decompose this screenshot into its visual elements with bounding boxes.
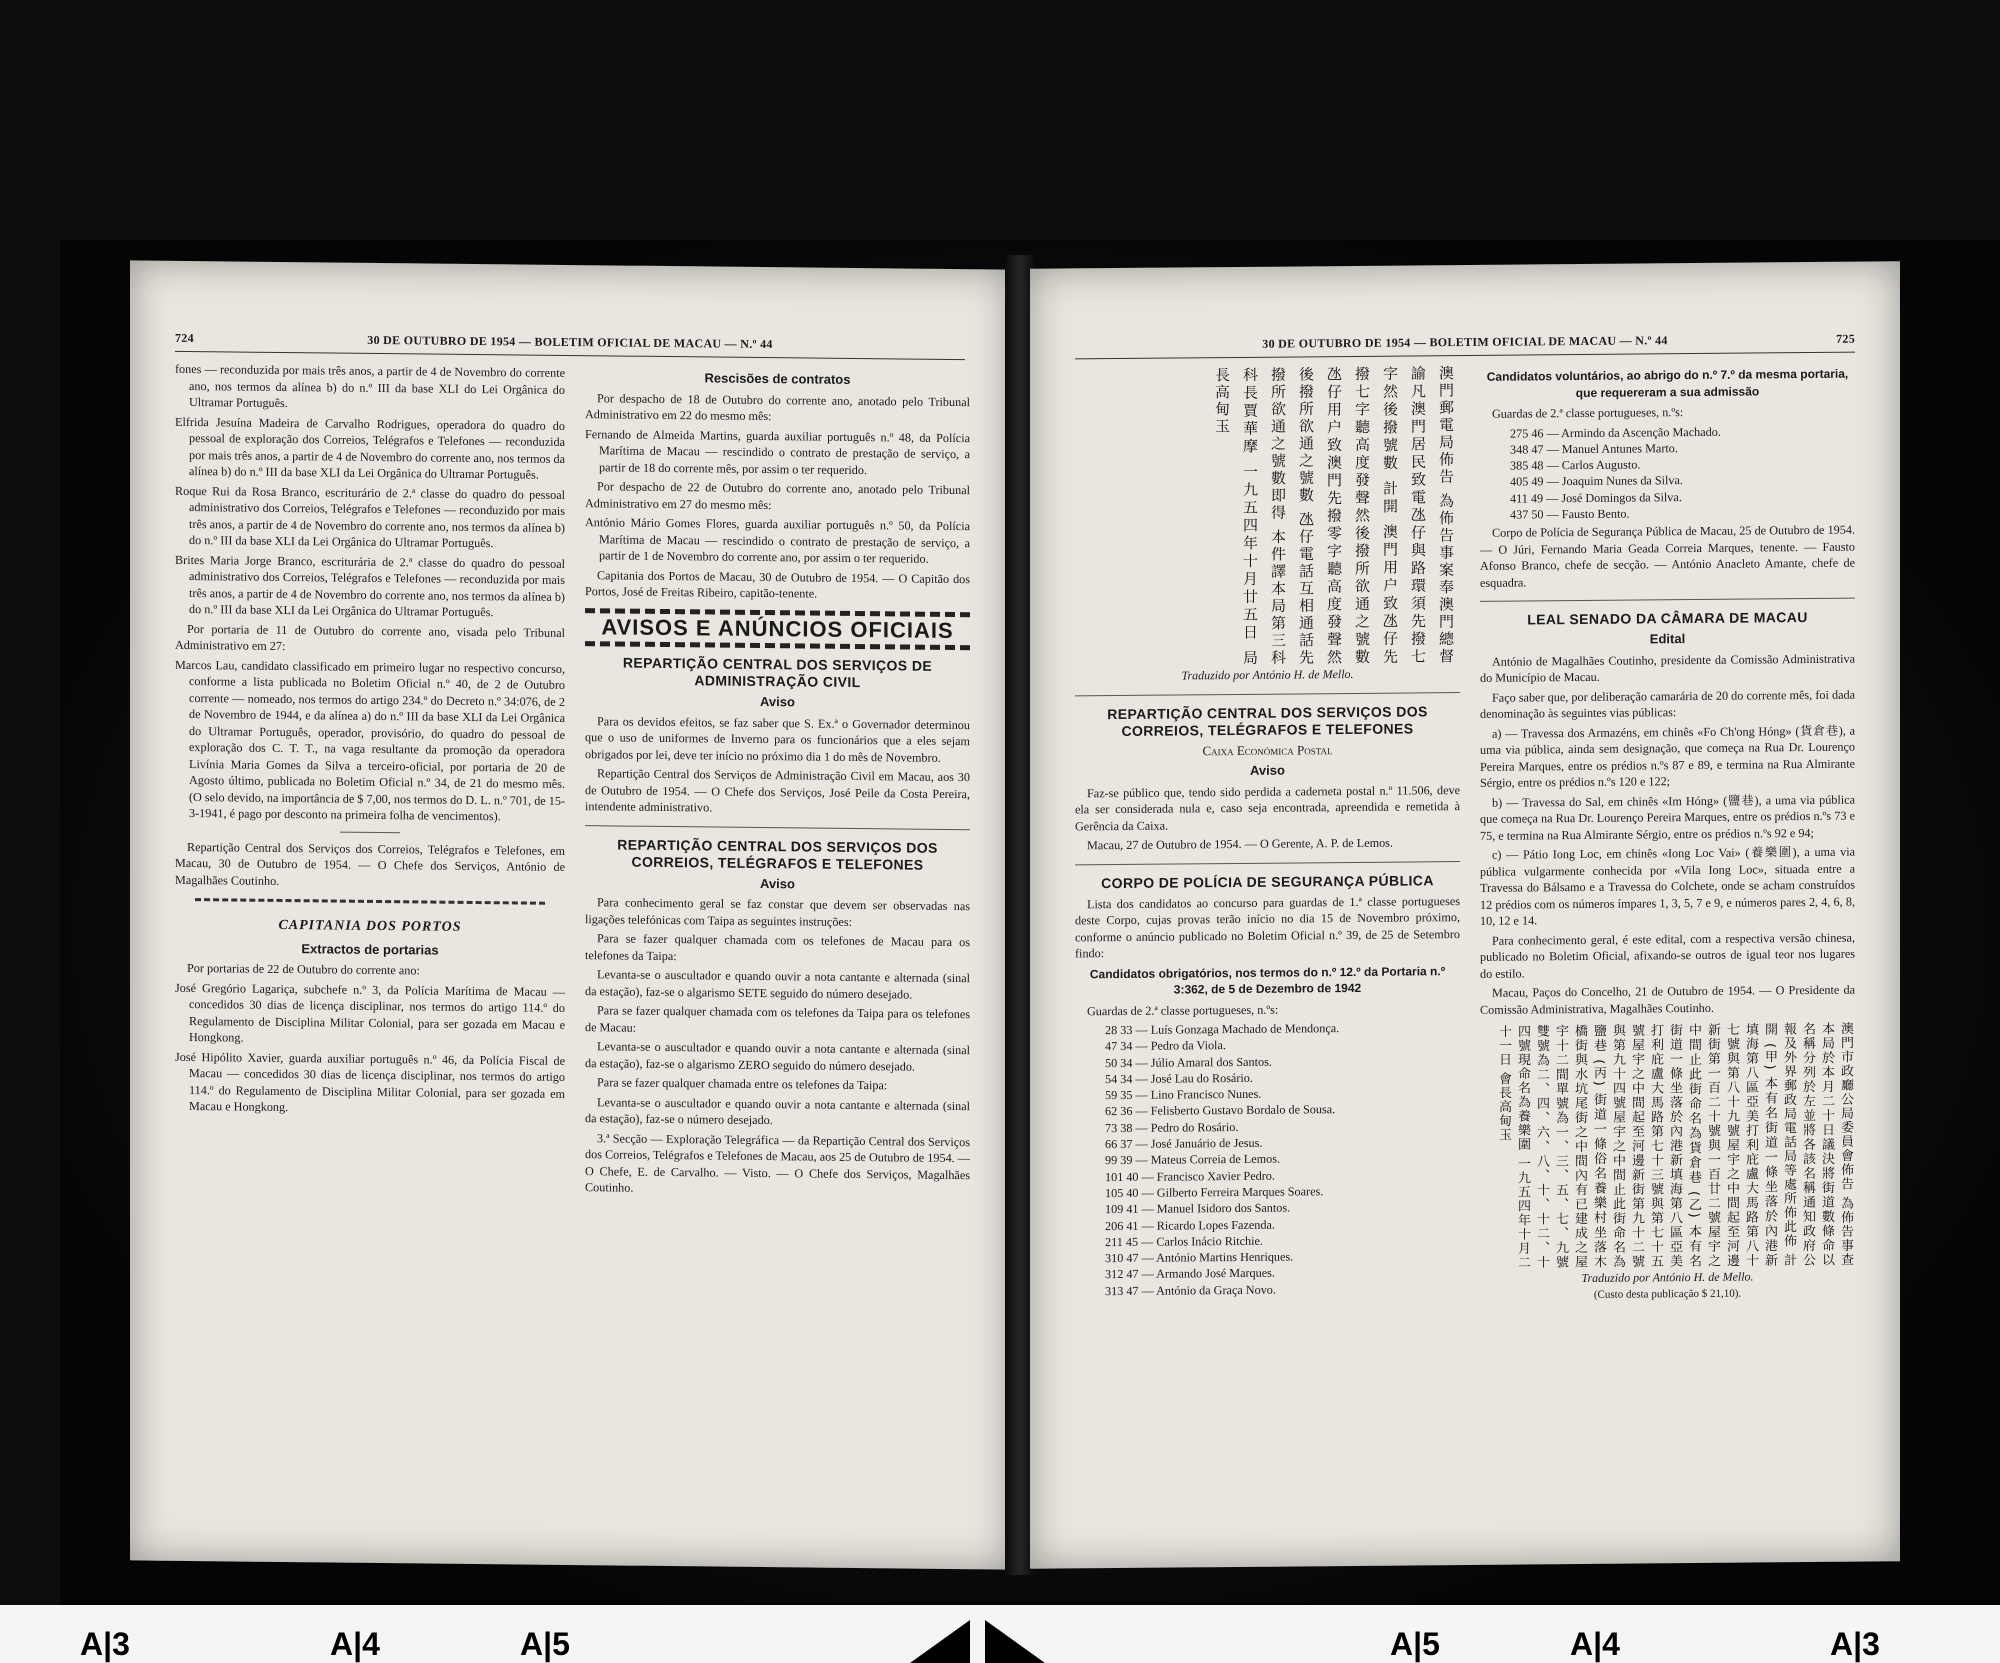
list-item: 59 35 — Lino Francisco Nunes. — [1105, 1086, 1262, 1103]
paragraph: Por portaria de 11 de Outubro do corrente ano, visada pelo Tribunal Administrativo em 27: — [175, 621, 565, 654]
right-col-2 — [1480, 362, 1855, 1305]
list-item: 99 39 — Mateus Correia de Lemos. — [1105, 1151, 1280, 1168]
list-item: 66 37 — José Januário de Jesus. — [1105, 1135, 1263, 1152]
paragraph: Por despacho de 22 de Outubro do corrente ano, anotado pelo Tribunal Administrativo em 27 do mesmo mês: — [585, 479, 970, 512]
publication-cost: (Custo desta publicação $ 21,10). — [1593, 1287, 1742, 1301]
list-item: 101 40 — Francisco Xavier Pedro. — [1105, 1168, 1275, 1184]
header-title: 30 DE OUTUBRO DE 1954 — BOLETIM OFICIAL DE MACAU — N.º 44 — [367, 332, 773, 352]
list-item: 437 50 — Fausto Bento. — [1510, 506, 1630, 522]
page-number: 724 — [175, 330, 194, 346]
divider — [1075, 692, 1460, 696]
paragraph: António de Magalhães Coutinho, presidente da Comissão Administrativa do Município de Macau. — [1480, 651, 1855, 686]
film-marker: A|5 — [520, 1626, 570, 1662]
divider — [340, 831, 400, 833]
paragraph: 3.ª Secção — Exploração Telegráfica — da Repartição Central dos Serviços dos Correios, Telégrafos e Telefones de Macau, aos 25 de Outubro de 1954. — O Chefe, E. de Carvalho. — Visto. — O Chefe dos Serviços, Magalhães Coutinho. — [585, 1130, 970, 1195]
paragraph: Faço saber que, por deliberação camarária de 20 do corrente mês, foi dada denominação às seguintes vias públicas: — [1480, 687, 1855, 722]
list-item: 275 46 — Armindo da Ascenção Machado. — [1510, 424, 1721, 441]
subsection-title: Candidatos voluntários, ao abrigo do n.º 7.º da mesma portaria, que requereram a sua admissão — [1486, 366, 1849, 400]
subsection-title: Caixa Económica Postal — [1202, 741, 1333, 758]
list-item: 312 47 — Armando José Marques. — [1105, 1266, 1275, 1282]
right-page — [1030, 261, 1900, 1569]
chinese-notice-block — [1075, 365, 1460, 668]
paragraph: Levanta-se o auscultador e quando ouvir a nota cantante e alternada (sinal da estação), faz-se o número desejado. — [585, 1094, 970, 1128]
paragraph: José Hipólito Xavier, guarda auxiliar português n.º 46, da Polícia Fiscal de Macau — concedidos 30 dias de licença disciplinar, nos termos do artigo 114.º do Regulamento de Disciplina Militar Colonial, para ser gozada em Macau e Hongkong. — [175, 1049, 565, 1115]
paragraph: Levanta-se o auscultador e quando ouvir a nota cantante e alternada (sinal da estação), faz-se o algarismo ZERO seguido do número desejado. — [585, 1039, 970, 1074]
paragraph: Para se fazer qualquer chamada com os telefones da Taipa para os telefones de Macau: — [585, 1003, 970, 1035]
paragraph: Macau, 27 de Outubro de 1954. — O Gerente, A. P. de Lemos. — [1087, 835, 1393, 853]
film-marker: A|3 — [1830, 1626, 1880, 1662]
section-title: REPARTIÇÃO CENTRAL DOS SERVIÇOS DOS CORREIOS, TELÉGRAFOS E TELEFONES — [617, 835, 938, 873]
section-title: CAPITANIA DOS PORTOS — [278, 917, 462, 935]
left-page-header — [175, 331, 965, 360]
paragraph: Brites Maria Jorge Branco, escriturária de 2.ª classe do quadro do pessoal administrativo dos Correios, Telégrafos e Telefones — reconduzida por mais três anos, a partir de 4 de Novembro do corrente ano, nos termos da alínea b) do n.º III da base XLI da Lei Orgânica do Ultramar Português. — [175, 552, 565, 620]
film-marker: A|4 — [1570, 1626, 1620, 1662]
list-item: 348 47 — Manuel Antunes Marto. — [1510, 440, 1678, 457]
subsection-title: Aviso — [760, 693, 795, 710]
list-item: 47 34 — Pedro da Viola. — [1105, 1038, 1226, 1054]
film-marker: A|3 — [80, 1626, 130, 1662]
right-page-header — [1075, 332, 1855, 360]
list-item: 206 41 — Ricardo Lopes Fazenda. — [1105, 1217, 1275, 1233]
paragraph: Para conhecimento geral, é este edital, com a respectiva versão chinesa, publicado no Boletim Oficial, afixando-se outros de igual teor nos lugares do estilo. — [1480, 930, 1855, 981]
list-item: 50 34 — Júlio Amaral dos Santos. — [1105, 1054, 1272, 1070]
chinese-edital: 澳門市政廳公局委員會佈告 為佈告事查本局於本月二十日議決將街道數條命以名稱分列於左並將各該名稱通知政府公報及外界郵政局電話局等處所佈此佈 計開 (甲) 本有名街道一條坐落於內港新填海第八區亞美打利庇盧大馬路第八十七號與第八十九號屋宇之中間起至河邊新街第一百二十號與一百廿二號屋宇之中間止此街命名為貨倉巷 (乙) 本有名街道一條坐落於內港新填海第八區亞美打利庇盧大馬路第七十三號與第七十五號屋宇之中間起至河邊新街第九十二號與第九十四號屋宇之中間止此街命名為鹽巷 (丙) 街道一條俗名養樂村坐落木橋街與水坑尾街之中間內有已建成之屋宇十二間單號為一、三、五、七、九號雙號為二、四、六、八、十、十二、十四號現命名為養樂圍 一九五四年十月二十一日 會長高甸玉 — [1496, 1021, 1853, 1270]
paragraph: Repartição Central dos Serviços de Administração Civil em Macau, aos 30 de Outubro de 1954. — O Chefe dos Serviços, José Peile da Costa Pereira, intendente administrativo. — [585, 766, 970, 815]
center-wedge-left-icon — [910, 1620, 970, 1663]
center-wedge-right-icon — [985, 1620, 1045, 1663]
divider — [585, 825, 970, 830]
paragraph: Guardas de 2.ª classe portugueses, n.ºs: — [1087, 1002, 1279, 1018]
paragraph: António Mário Gomes Flores, guarda auxiliar português n.º 50, da Polícia Marítima de Macau — rescindido o contrato de prestação de serviço, a partir de 1 de Novembro do corrente ano, por assim o ter requerido. — [585, 515, 970, 566]
paragraph: Para conhecimento geral se faz constar que devem ser observadas nas ligações telefónicas com Taipa as seguintes instruções: — [585, 895, 970, 929]
paragraph: Por portarias de 22 de Outubro do corrente ano: — [187, 960, 420, 978]
divider — [1075, 861, 1460, 865]
paragraph: Fernando de Almeida Martins, guarda auxiliar português n.º 48, da Polícia Marítima de Macau — rescindido o contrato de prestação de serviço, a partir de 18 do corrente mês, por assim o ter requerido. — [585, 426, 970, 477]
translator-credit: Traduzido por António H. de Mello. — [1181, 666, 1354, 683]
left-col-1 — [175, 361, 565, 1122]
paragraph: b) — Travessa do Sal, em chinês «Im Hóng» (鹽巷), a uma via pública que começa na Rua Dr. Lourenço Pereira Marques, entre os prédios n.ºs 73 e 75, e termina na Rua Almirante Sérgio, entre os prédios n.ºs 92 e 94; — [1480, 792, 1855, 843]
paragraph: Para se fazer qualquer chamada entre os telefones da Taipa: — [597, 1075, 888, 1093]
section-title: REPARTIÇÃO CENTRAL DOS SERVIÇOS DOS CORREIOS, TELÉGRAFOS E TELEFONES — [1107, 702, 1428, 739]
paragraph: Elfrida Jesuína Madeira de Carvalho Rodrigues, operadora do quadro do pessoal de exploração dos Correios, Telégrafos e Telefones — reconduzida por mais três anos, a partir de 4 de Novembro do corrente ano, nos termos da alínea b) do n.º III da base XLI da Lei Orgânica do Ultramar Português. — [175, 414, 565, 482]
section-title: LEAL SENADO DA CÂMARA DE MACAU — [1527, 609, 1808, 628]
list-item: 109 41 — Manuel Isidoro dos Santos. — [1105, 1200, 1291, 1217]
paragraph: Repartição Central dos Serviços dos Correios, Telégrafos e Telefones, em Macau, 30 de Outubro de 1954. — O Chefe dos Serviços, António de Magalhães Coutinho. — [175, 839, 565, 888]
film-marker: A|4 — [330, 1626, 380, 1662]
divider — [1480, 598, 1855, 602]
paragraph: Por despacho de 18 de Outubro do corrente ano, anotado pelo Tribunal Administrativo em 22 do mesmo mês: — [585, 390, 970, 424]
header-title: 30 DE OUTUBRO DE 1954 — BOLETIM OFICIAL DE MACAU — N.º 44 — [1262, 333, 1668, 351]
list-item: 73 38 — Pedro do Rosário. — [1105, 1119, 1239, 1135]
candidates-list — [1075, 1019, 1460, 1299]
page-number: 725 — [1836, 331, 1855, 346]
subsection-title: Extractos de portarias — [301, 940, 439, 958]
list-item: 28 33 — Luís Gonzaga Machado de Mendonça. — [1105, 1021, 1340, 1038]
section-title: CORPO DE POLÍCIA DE SEGURANÇA PÚBLICA — [1101, 871, 1434, 891]
paragraph: Para os devidos efeitos, se faz saber que S. Ex.ª o Governador determinou que o uso de uniformes de Inverno para os funcionários que a eles sejam obrigados por lei, deve ter início no próximo dia 1 do mês de Novembro. — [585, 713, 970, 765]
paragraph: Roque Rui da Rosa Branco, escriturário de 2.ª classe do quadro do pessoal administrativo dos Correios, Telégrafos e Telefones — reconduzido por mais três anos, a partir de 4 de Novembro do corrente ano, nos termos da alínea b) do n.º III da base XLI da Lei Orgânica do Ultramar Português. — [175, 483, 565, 551]
subsection-title: Rescisões de contratos — [704, 370, 851, 387]
translator-credit: Traduzido por António H. de Mello. — [1581, 1269, 1754, 1286]
subsection-title: Aviso — [1250, 762, 1285, 778]
paragraph: Guardas de 2.ª classe portugueses, n.ºs: — [1492, 405, 1684, 421]
list-item: 313 47 — António da Graça Novo. — [1105, 1282, 1276, 1298]
left-page — [130, 260, 1010, 1569]
section-banner: AVISOS E ANÚNCIOS OFICIAIS — [585, 608, 970, 651]
list-item: 211 45 — Carlos Inácio Ritchie. — [1105, 1233, 1263, 1250]
paragraph: Corpo de Polícia de Segurança Pública de Macau, 25 de Outubro de 1954. — O Júri, Fernando Maria Geada Correia Marques, tenente. — Fausto Afonso Branco, chefe de secção. — António Anacleto Amante, chefe de esquadra. — [1480, 522, 1855, 590]
paragraph: a) — Travessa dos Armazéns, em chinês «Fo Ch'ong Hóng» (貨倉巷), a uma via pública, ainda sem designação, que começa na Rua Dr. Lourenço Pereira Marques, entre os prédios n.ºs 87 e 89, e termina na Rua Almirante Sérgio, entre os prédios n.ºs 120 e 122; — [1480, 723, 1855, 791]
chinese-notice: 澳門郵電局佈告 為佈告事案奉澳門總督諭凡澳門居民致電氹仔與路環須先撥七字然後撥號數 計開 澳門用户致氹仔先撥七字聽高度發聲然後撥所欲通之號數 氹仔用户致澳門先撥零字聽高度發聲然後撥所欲通之號數 氹仔電話互相通話先撥所欲通之號數即得 本件譯本局第三科科長賈華摩 一九五四年十月廿五日 局長高甸玉 — [1213, 365, 1455, 667]
list-item: 405 49 — Joaquim Nunes da Silva. — [1510, 473, 1683, 489]
volunteers-list — [1480, 422, 1855, 523]
section-title: REPARTIÇÃO CENTRAL DOS SERVIÇOS DE ADMINISTRAÇÃO CIVIL — [622, 654, 933, 691]
right-col-1 — [1075, 365, 1460, 1301]
ornament-divider — [195, 898, 545, 911]
list-item: 385 48 — Carlos Augusto. — [1510, 457, 1641, 473]
list-item: 105 40 — Gilberto Ferreira Marques Soares. — [1105, 1184, 1324, 1201]
subsection-title: Edital — [1649, 631, 1686, 647]
subsection-title: Candidatos obrigatórios, nos termos do n.º 12.º da Portaria n.º 3:362, de 5 de Dezembro de 1942 — [1089, 963, 1446, 997]
paragraph: Macau, Paços do Concelho, 21 de Outubro de 1954. — O Presidente da Comissão Administrativa, Magalhães Coutinho. — [1480, 982, 1855, 1017]
paragraph: Faz-se público que, tendo sido perdida a caderneta postal n.º 11.506, deve ela ser considerada nula e, caso seja encontrada, apreendida e remetida à Gerência da Caixa. — [1075, 782, 1460, 833]
paragraph: Levanta-se o auscultador e quando ouvir a nota cantante e alternada (sinal da estação), faz-se o algarismo SETE seguido do número desejado. — [585, 967, 970, 1002]
list-item: 54 34 — José Lau do Rosário. — [1105, 1070, 1253, 1087]
paragraph: fones — reconduzida por mais três anos, a partir de 4 de Novembro do corrente ano, nos termos da alínea b) do n.º III da base XLI do Lei Orgânica do Ultramar Português. — [175, 361, 565, 411]
chinese-edital-block — [1480, 1018, 1855, 1271]
list-item: 411 49 — José Domingos da Silva. — [1510, 489, 1682, 506]
paragraph: c) — Pátio Iong Loc, em chinês «Iong Loc Vai» (養樂圍), a uma via pública vulgarmente conhecida por «Vila Iong Loc», situada entre a Travessa do Bálsamo e a Travessa do Colchete, onde se acham construídos 12 prédios com os números ímpares 1, 3, 5, 7 e 9, e números pares 2, 4, 6, 8, 10, 12 e 14. — [1480, 844, 1855, 929]
paragraph: Marcos Lau, candidato classificado em primeiro lugar no respectivo concurso, conforme a lista publicada no Boletim Oficial n.º 40, de 2 de Outubro corrente — nomeado, nos termos do artigo 234.º do Decreto n.º 34:076, de 2 de Novembro de 1944, e da alínea a) do n.º III da base XLI da Lei Orgânica do Ultramar Português, operador, provisório, do quadro do pessoal de exploração dos C. T. T., na vaga resultante da promoção da operadora Livínia Maria Gomes da Silva a terceiro-oficial, por portaria de 20 de Agosto último, publicada no Boletim Oficial n.º 34, de 21 do mesmo mês. (O selo devido, na importância de $ 7,00, nos termos do D. L. n.º 701, de 15-3-1941, é pago por desconto na primeira folha de vencimentos). — [175, 657, 565, 824]
left-col-2 — [585, 365, 970, 1203]
paragraph: Para se fazer qualquer chamada com os telefones de Macau para os telefones da Taipa: — [585, 931, 970, 963]
paragraph: Capitania dos Portos de Macau, 30 de Outubro de 1954. — O Capitão dos Portos, José de Freitas Ribeiro, capitão-tenente. — [585, 567, 970, 601]
paragraph: Lista dos candidatos ao concurso para guardas de 1.ª classe portugueses deste Corpo, cujas provas terão início no dia 15 de Novembro próximo, conforme o anúncio publicado no Boletim Oficial n.º 39, de 25 de Setembro findo: — [1075, 893, 1460, 961]
film-marker: A|5 — [1390, 1626, 1440, 1662]
subsection-title: Aviso — [760, 875, 795, 891]
list-item: 62 36 — Felisberto Gustavo Bordalo de Sousa. — [1105, 1102, 1336, 1119]
list-item: 310 47 — António Martins Henriques. — [1105, 1249, 1294, 1266]
paragraph: José Gregório Lagariça, subchefe n.º 3, da Polícia Marítima de Macau — concedidos 30 dias de licença disciplinar, nos termos do artigo 114.º do Regulamento de Disciplina Militar Colonial, para ser gozada em Macau e Hongkong. — [175, 980, 565, 1045]
